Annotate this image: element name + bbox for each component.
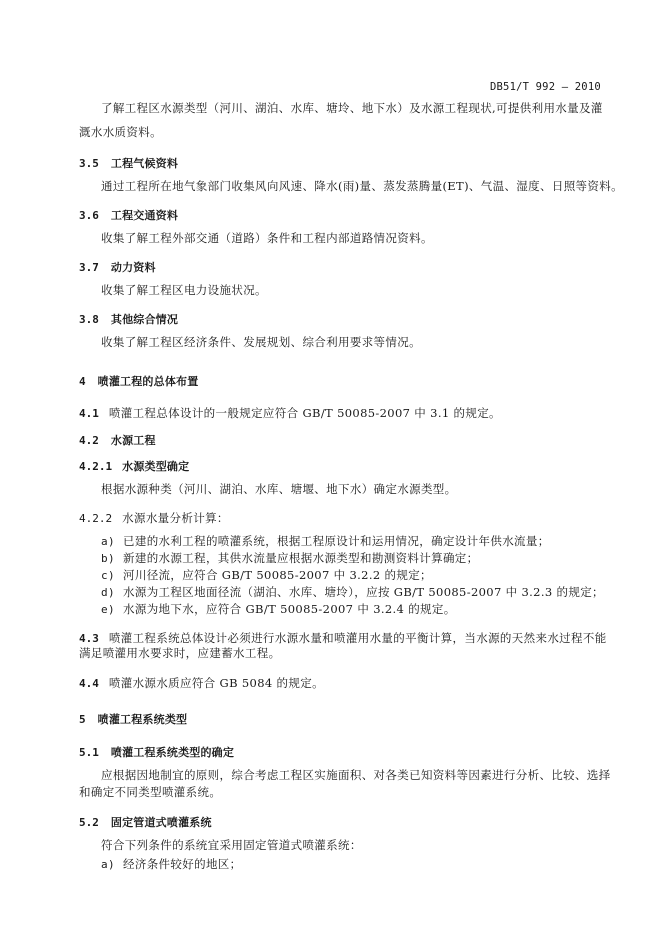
clause-text: 喷灌工程总体设计的一般规定应符合 GB/T 50085-2007 中 3.1 的规定。 [108, 406, 501, 420]
section-heading-3-7 [79, 256, 156, 275]
section-heading-3-8 [79, 308, 178, 327]
section-heading-4-2 [79, 429, 156, 448]
list-text: 水源为工程区地面径流（湖泊、水库、塘坽），应按 GB/T 50085-2007 中 3.2.3 的规定； [123, 585, 604, 599]
list-item [101, 601, 456, 617]
section-heading-4-2-1 [79, 455, 189, 474]
paragraph-line: 根据水源种类（河川、湖泊、水库、塘堰、地下水）确定水源类型。 [101, 482, 457, 496]
section-number: 4.4 [79, 677, 99, 690]
section-number: 5.1 [79, 746, 99, 759]
document-code: DB51/T 992 – 2010 [490, 81, 601, 93]
section-title: 工程气候资料 [110, 157, 179, 170]
clause-4-2-2 [79, 507, 229, 526]
section-number: 4.1 [79, 407, 99, 420]
list-label: c) [101, 569, 115, 582]
paragraph-line: 收集了解工程区经济条件、发展规划、综合利用要求等情况。 [101, 335, 421, 349]
section-title: 固定管道式喷灌系统 [110, 816, 212, 829]
chapter-heading-4 [79, 370, 198, 389]
section-heading-5-1 [79, 741, 234, 760]
list-label: a) [101, 858, 115, 871]
paragraph-line: 了解工程区水源类型（河川、湖泊、水库、塘坽、地下水）及水源工程现状,可提供利用水量及灌 [101, 101, 603, 115]
section-title: 水源类型确定 [122, 460, 190, 473]
paragraph-line: 和确定不同类型喷灌系统。 [79, 785, 222, 799]
list-item [101, 567, 432, 583]
chapter-number: 4 [79, 375, 86, 388]
list-text: 新建的水源工程，其供水流量应根据水源类型和勘测资料计算确定； [123, 551, 479, 565]
list-label: a) [101, 535, 115, 548]
clause-text: 喷灌水源水质应符合 GB 5084 的规定。 [108, 676, 324, 690]
list-text: 已建的水利工程的喷灌系统，根据工程原设计和运用情况，确定设计年供水流量； [123, 534, 550, 548]
section-title: 其他综合情况 [110, 313, 179, 326]
list-item [101, 533, 550, 549]
list-item [101, 550, 479, 566]
paragraph-line: 满足喷灌用水要求时，应建蓄水工程。 [79, 646, 281, 660]
list-item [101, 584, 604, 600]
section-heading-5-2 [79, 811, 212, 830]
section-number: 4.2.2 [79, 512, 113, 525]
clause-text: 水源水量分析计算： [122, 511, 229, 525]
chapter-number: 5 [79, 713, 86, 726]
section-heading-3-6 [79, 204, 178, 223]
paragraph-line: 溉水水质资料。 [79, 125, 162, 139]
chapter-heading-5 [79, 708, 187, 727]
paragraph-line: 符合下列条件的系统宜采用固定管道式喷灌系统： [101, 838, 362, 852]
paragraph-line: 收集了解工程外部交通（道路）条件和工程内部道路情况资料。 [101, 231, 433, 245]
section-number: 3.7 [79, 261, 99, 274]
paragraph-line: 收集了解工程区电力设施状况。 [101, 283, 267, 297]
section-number: 4.2 [79, 434, 99, 447]
section-number: 3.6 [79, 209, 99, 222]
section-number: 3.8 [79, 313, 99, 326]
paragraph-line: 应根据因地制宜的原则，综合考虑工程区实施面积、对各类已知资料等因素进行分析、比较、选择 [101, 768, 611, 782]
section-number: 4.2.1 [79, 460, 113, 473]
list-text: 经济条件较好的地区； [123, 857, 242, 871]
clause-4-4 [79, 672, 324, 691]
section-heading-3-5 [79, 152, 178, 171]
list-label: d) [101, 586, 115, 599]
clause-4-1 [79, 402, 501, 421]
chapter-title: 喷灌工程的总体布置 [97, 375, 199, 388]
section-title: 动力资料 [110, 261, 156, 274]
list-label: e) [101, 603, 115, 616]
section-title: 工程交通资料 [110, 209, 179, 222]
section-title: 水源工程 [110, 434, 156, 447]
chapter-title: 喷灌工程系统类型 [97, 713, 188, 726]
list-text: 水源为地下水，应符合 GB/T 50085-2007 中 3.2.4 的规定。 [123, 602, 456, 616]
clause-4-3 [79, 627, 607, 646]
section-number: 3.5 [79, 157, 99, 170]
clause-text: 喷灌工程系统总体设计必须进行水源水量和喷灌用水量的平衡计算，当水源的天然来水过程不能 [108, 631, 607, 645]
list-text: 河川径流，应符合 GB/T 50085-2007 中 3.2.2 的规定； [123, 568, 432, 582]
section-title: 喷灌工程系统类型的确定 [110, 746, 235, 759]
section-number: 4.3 [79, 632, 99, 645]
section-number: 5.2 [79, 816, 99, 829]
list-label: b) [101, 552, 115, 565]
list-item [101, 856, 242, 872]
paragraph-line: 通过工程所在地气象部门收集风向风速、降水(雨)量、蒸发蒸腾量(ET)、气温、湿度、日照等资料。 [101, 179, 623, 193]
